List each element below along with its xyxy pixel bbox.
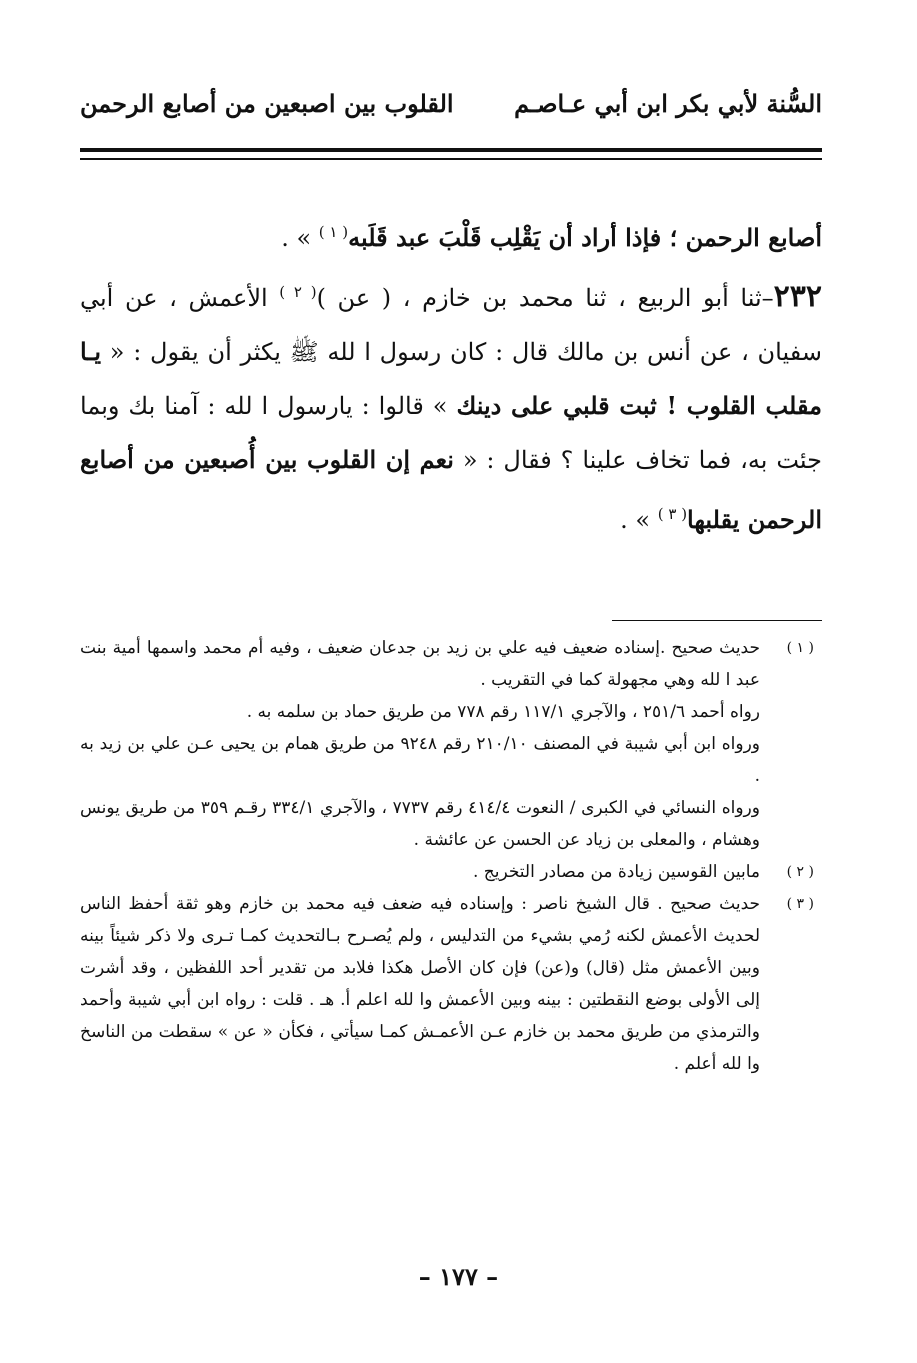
footnote-para: مابين القوسين زيادة من مصادر التخريج . — [472, 862, 760, 882]
hadith-number: ٢٣٢ — [773, 279, 822, 314]
footnote-para: حديث صحيح .إسناده ضعيف فيه علي بن زيد بن جدعان ضعيف ، وفيه أم محمد واسمها أمية بنت عبد ا لله وهي مجهولة كما في التقريب . — [80, 638, 760, 690]
header-chapter-title: القلوب بين اصبعين من أصابع الرحمن — [80, 88, 454, 118]
main-text — [80, 205, 822, 547]
footnote-marker: ( ٣ ) — [786, 896, 814, 912]
hadith-answer-bold: نعم إن القلوب بين أُصبعين من أصابع الرحمن يقلبها — [80, 445, 822, 534]
footnote-ref-2: ( ٢ ) — [279, 283, 317, 301]
footnote-marker: ( ١ ) — [786, 640, 814, 656]
footnote-2 — [80, 856, 822, 888]
continuation-line — [80, 205, 822, 265]
footnote-ref-3: ( ٣ ) — [657, 505, 688, 523]
footnote-para: حديث صحيح . قال الشيخ ناصر : وإسناده فيه ضعف فيه محمد بن خازم وهو ثقة أحفظ الناس لحديث الأعمش لكنه رُمي بشيء من التدليس ، ولم يُصـرح بـالتحديث كمـا تـرى ولا ذكر شيئاً بينه وبين الأعمش مثل (قال) و(عن) فإن كان الأصل هكذا فلابد من تقدير أحد اللفظين ، وقد أشرت إلى الأولى بوضع النقطتين : بينه وبين الأعمش وا لله اعلم أ. هـ . قلت : رواه ابن أبي شيبة وأحمد والترمذي من طريق محمد بن خازم عـن الأعمـش كمـا سيأتي ، فكأن « عن » سقطت من الناسخ وا لله أعلم . — [80, 894, 760, 1074]
page-number: – ١٧٧ – — [418, 1262, 499, 1291]
hadith-dua-bold: يـا مقلب القلوب ! ثبت قلبي على دينك — [80, 337, 822, 420]
hadith-232 — [80, 265, 822, 547]
footnote-marker: ( ٢ ) — [786, 864, 814, 880]
isnad-text: –ثنا أبو الربيع ، ثنا محمد بن خازم ، ( عن ) — [316, 284, 774, 312]
footnote-3 — [80, 888, 822, 1080]
hadith-text-bold: أصابع الرحمن ؛ فإذا أراد أن يَقْلِب قَلْبَ عبد قَلَبه — [348, 223, 822, 252]
closing-quote: » . — [281, 224, 319, 252]
narration-text: » قالوا : يارسول ا لله : آمنا بك وبما جئت به، فما تخاف علينا ؟ فقال : « — [80, 392, 822, 474]
header-book-title: السُّنة لأبي بكر ابن أبي عـاصـم — [514, 88, 822, 118]
footnote-1 — [80, 632, 822, 856]
footnote-body — [80, 856, 760, 888]
header-rule-thin — [80, 158, 822, 160]
footnote-body — [80, 632, 760, 856]
footnote-body — [80, 888, 760, 1080]
footnotes — [80, 632, 822, 1080]
footnote-ref-1: ( ١ ) — [318, 223, 349, 241]
footnote-separator — [612, 620, 822, 621]
isnad-text-cont: الأعمش ، عن أبي سفيان ، عن أنس بن مالك قال : كان رسول ا لله ﷺ يكثر أن يقول : « — [80, 284, 822, 366]
footnote-para: ورواه ابن أبي شيبة في المصنف ٢١٠/١٠ رقم ٩٢٤٨ من طريق همام بن يحيى عـن علي بن زيد به . — [80, 734, 760, 786]
header-rule-thick — [80, 148, 822, 152]
running-header — [80, 78, 822, 128]
closing-quote-2: » . — [620, 506, 658, 534]
footnote-para: رواه أحمد ٢٥١/٦ ، والآجري ١١٧/١ رقم ٧٧٨ من طريق حماد بن سلمه به . — [246, 702, 760, 722]
footnote-para: ورواه النسائي في الكبرى / النعوت ٤١٤/٤ رقم ٧٧٣٧ ، والآجري ٣٣٤/١ رقـم ٣٥٩ من طريق يونس وهشام ، والمعلى بن زياد عن الحسن عن عائشة . — [80, 798, 760, 850]
